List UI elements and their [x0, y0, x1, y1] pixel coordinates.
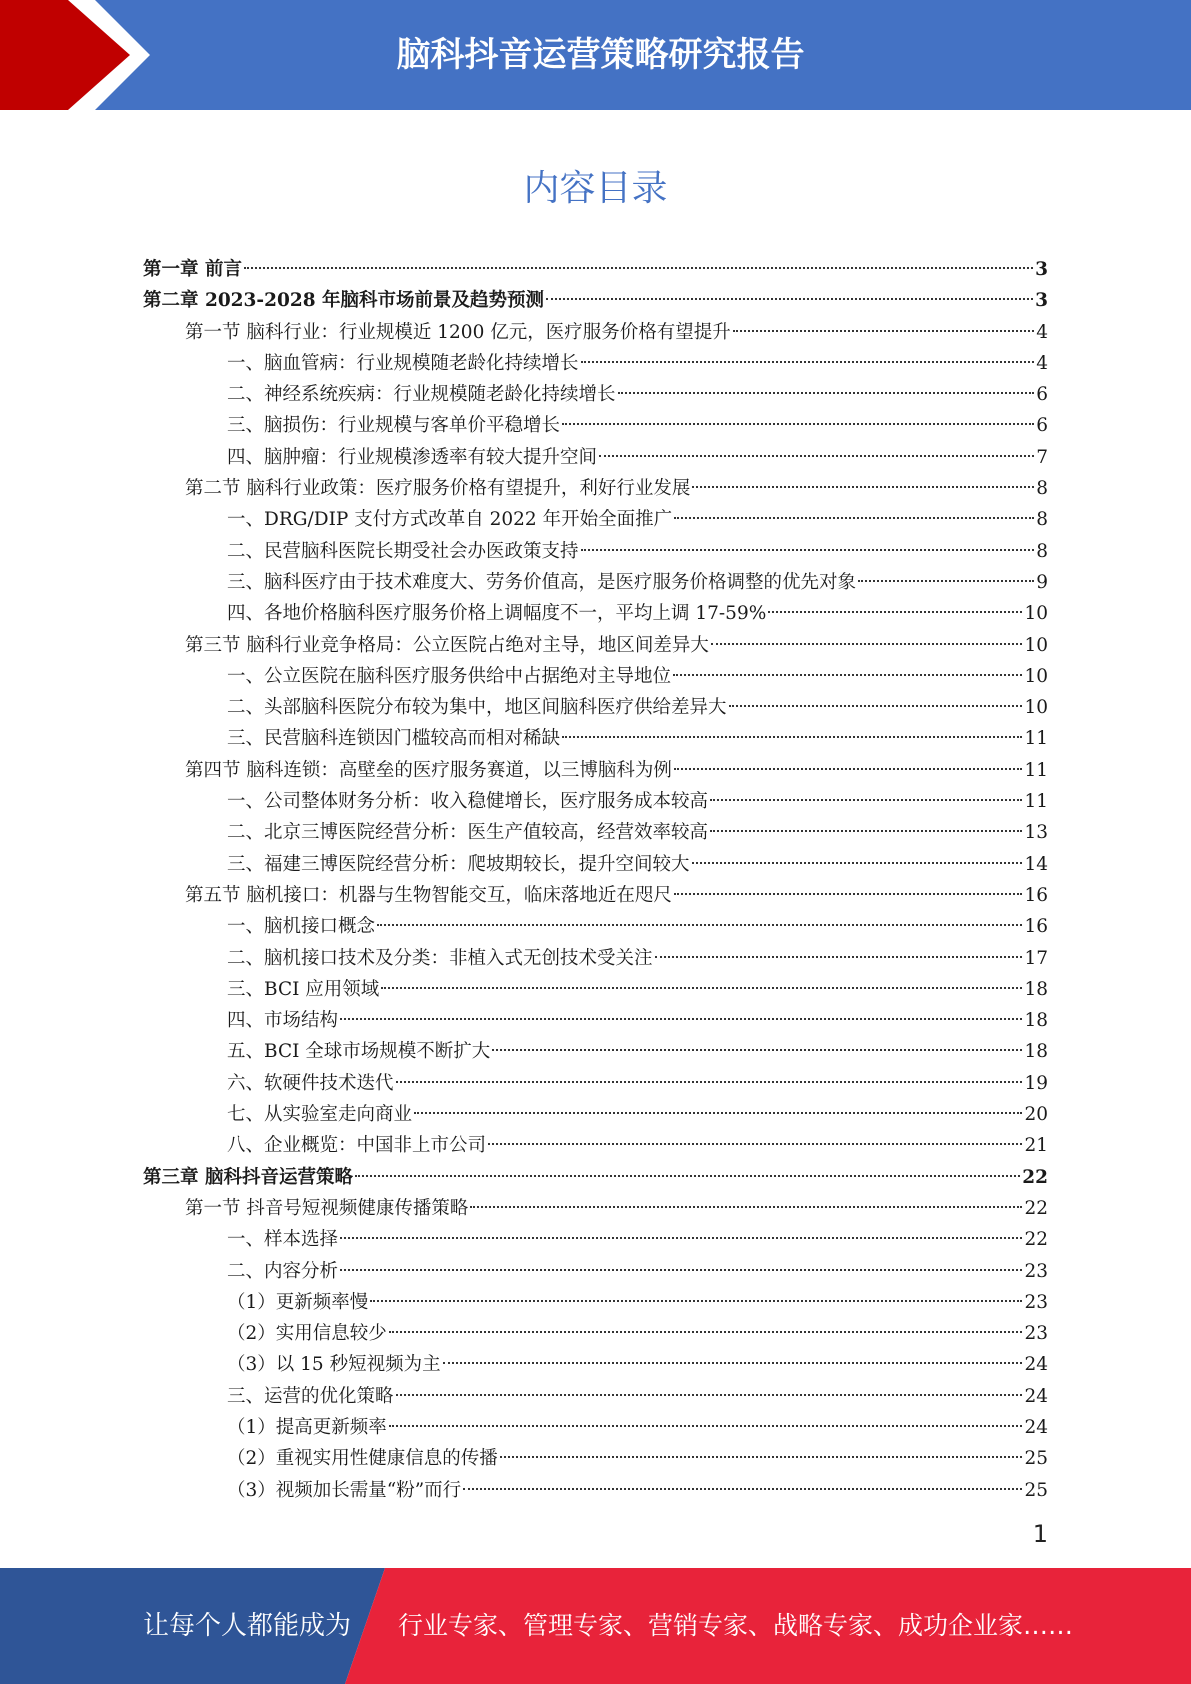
- toc-entry-page: 11: [1024, 728, 1048, 750]
- toc-entry[interactable]: [143, 817, 1048, 848]
- toc-entry-title: 一、脑血管病：行业规模随老龄化持续增长: [227, 352, 579, 374]
- toc-entry-page: 18: [1024, 1010, 1048, 1032]
- toc-entry-title: 三、福建三博医院经营分析：爬坡期较长，提升空间较大: [227, 853, 690, 875]
- toc-entry-page: 14: [1024, 853, 1048, 875]
- toc-dot-leader: [711, 643, 1023, 645]
- header-banner: [0, 0, 1191, 110]
- toc-heading: 内容目录: [523, 168, 668, 209]
- toc-entry[interactable]: [143, 598, 1048, 629]
- toc-entry-title: 三、运营的优化策略: [227, 1385, 394, 1407]
- toc-dot-leader: [674, 768, 1023, 770]
- toc-entry[interactable]: [143, 849, 1048, 880]
- toc-entry-page: 25: [1024, 1479, 1048, 1501]
- toc-entry-title: 八、企业概览：中国非上市公司: [227, 1135, 487, 1157]
- toc-dot-leader: [674, 517, 1034, 519]
- toc-entry-title: 第一节 抖音号短视频健康传播策略: [185, 1197, 469, 1219]
- toc-entry-page: 9: [1036, 571, 1048, 593]
- toc-dot-leader: [581, 361, 1035, 363]
- toc-entry[interactable]: [143, 1443, 1048, 1474]
- toc-entry-title: 三、脑科医疗由于技术难度大、劳务价值高，是医疗服务价格调整的优先对象: [227, 571, 857, 593]
- toc-entry[interactable]: [143, 254, 1048, 285]
- toc-entry-title: 一、样本选择: [227, 1229, 339, 1251]
- toc-dot-leader: [492, 1049, 1022, 1051]
- toc-entry[interactable]: [143, 536, 1048, 567]
- toc-entry-title: 二、脑机接口技术及分类：非植入式无创技术受关注: [227, 947, 653, 969]
- toc-entry[interactable]: [143, 1256, 1048, 1287]
- toc-entry[interactable]: [143, 1349, 1048, 1380]
- toc-entry-page: 8: [1036, 540, 1048, 562]
- toc-entry[interactable]: [143, 1162, 1048, 1193]
- toc-dot-leader: [858, 580, 1034, 582]
- toc-entry-title: 五、BCI 全球市场规模不断扩大: [227, 1041, 491, 1063]
- toc-entry-page: 16: [1024, 916, 1048, 938]
- toc-entry-page: 22: [1024, 1229, 1048, 1251]
- toc-entry[interactable]: [143, 692, 1048, 723]
- report-title: 脑科抖音运营策略研究报告: [396, 35, 805, 75]
- toc-dot-leader: [710, 830, 1022, 832]
- toc-dot-leader: [244, 267, 1033, 269]
- toc-dot-leader: [340, 1269, 1022, 1271]
- toc-dot-leader: [655, 956, 1023, 958]
- toc-entry[interactable]: [143, 1287, 1048, 1318]
- toc-dot-leader: [500, 1456, 1023, 1458]
- toc-dot-leader: [355, 1175, 1020, 1177]
- toc-entry-title: （1）提高更新频率: [227, 1416, 387, 1438]
- toc-dot-leader: [396, 1394, 1023, 1396]
- toc-entry-title: 第三章 脑科抖音运营策略: [143, 1166, 353, 1188]
- toc-entry-title: 第四节 脑科连锁：高壁垒的医疗服务赛道，以三博脑科为例: [185, 759, 672, 781]
- toc-entry-page: 11: [1024, 759, 1048, 781]
- toc-dot-leader: [618, 392, 1035, 394]
- toc-entry-title: 第一章 前言: [143, 259, 242, 280]
- toc-dot-leader: [389, 1331, 1023, 1333]
- toc-entry-page: 10: [1024, 603, 1048, 625]
- toc-entry[interactable]: [143, 379, 1048, 410]
- toc-dot-leader: [340, 1018, 1022, 1020]
- toc-entry[interactable]: [143, 567, 1048, 598]
- toc-entry-title: （2）重视实用性健康信息的传播: [227, 1448, 498, 1470]
- toc-entry-page: 6: [1036, 384, 1048, 406]
- toc-entry-page: 11: [1024, 791, 1048, 813]
- toc-dot-leader: [562, 736, 1022, 738]
- toc-entry[interactable]: [143, 723, 1048, 754]
- toc-entry-page: 10: [1024, 634, 1048, 656]
- toc-entry-page: 10: [1024, 665, 1048, 687]
- toc-dot-leader: [692, 862, 1023, 864]
- toc-entry-page: 22: [1022, 1166, 1048, 1188]
- toc-dot-leader: [733, 330, 1034, 332]
- toc-entry-page: 23: [1024, 1291, 1048, 1313]
- toc-entry-title: 四、市场结构: [227, 1010, 339, 1032]
- toc-entry-page: 19: [1024, 1072, 1048, 1094]
- toc-entry-page: 8: [1036, 509, 1048, 531]
- toc-entry[interactable]: [143, 442, 1048, 473]
- toc-entry-title: 四、各地价格脑科医疗服务价格上调幅度不一，平均上调 17-59%: [227, 603, 767, 625]
- footer-slogan-right: 行业专家、管理专家、营销专家、战略专家、成功企业家……: [398, 1611, 1074, 1640]
- toc-entry[interactable]: [143, 1193, 1048, 1224]
- toc-entry-page: 8: [1036, 478, 1048, 500]
- toc-dot-leader: [463, 1488, 1022, 1490]
- toc-dot-leader: [581, 549, 1035, 551]
- toc-entry-page: 13: [1024, 822, 1048, 844]
- table-of-contents: [143, 254, 1048, 1506]
- toc-dot-leader: [710, 799, 1022, 801]
- toc-entry-page: 16: [1024, 884, 1048, 906]
- toc-entry-page: 3: [1035, 290, 1048, 312]
- toc-dot-leader: [340, 1237, 1022, 1239]
- toc-entry-page: 10: [1024, 697, 1048, 719]
- toc-entry-page: 18: [1024, 978, 1048, 1000]
- toc-entry[interactable]: [143, 1412, 1048, 1443]
- toc-entry-title: 第三节 脑科行业竞争格局：公立医院占绝对主导，地区间差异大: [185, 634, 709, 656]
- toc-entry[interactable]: [143, 1224, 1048, 1255]
- toc-entry[interactable]: [143, 1036, 1048, 1067]
- toc-entry[interactable]: [143, 786, 1048, 817]
- toc-dot-leader: [389, 1425, 1023, 1427]
- toc-entry-page: 22: [1024, 1197, 1048, 1219]
- toc-dot-leader: [562, 423, 1034, 425]
- toc-entry-title: 三、BCI 应用领域: [227, 978, 380, 1000]
- footer-banner: [0, 1568, 1191, 1684]
- toc-entry-page: 20: [1024, 1104, 1048, 1126]
- toc-entry-title: 一、公司整体财务分析：收入稳健增长，医疗服务成本较高: [227, 791, 709, 813]
- toc-dot-leader: [488, 1143, 1022, 1145]
- footer-slogan-left: 让每个人都能成为: [143, 1611, 352, 1641]
- toc-entry-page: 18: [1024, 1041, 1048, 1063]
- toc-dot-leader: [470, 1206, 1022, 1208]
- toc-entry-title: 四、脑肿瘤：行业规模渗透率有较大提升空间: [227, 446, 598, 468]
- toc-entry-title: 七、从实验室走向商业: [227, 1104, 413, 1126]
- toc-dot-leader: [381, 987, 1022, 989]
- toc-entry-title: 三、民营脑科连锁因门槛较高而相对稀缺: [227, 728, 561, 750]
- toc-entry-title: 第五节 脑机接口：机器与生物智能交互，临床落地近在咫尺: [185, 884, 672, 906]
- toc-entry-title: 一、公立医院在脑科医疗服务供给中占据绝对主导地位: [227, 665, 672, 687]
- toc-entry-page: 17: [1024, 947, 1048, 969]
- toc-dot-leader: [673, 674, 1022, 676]
- toc-entry-title: （1）更新频率慢: [227, 1291, 369, 1313]
- toc-entry[interactable]: [143, 1005, 1048, 1036]
- toc-entry[interactable]: [143, 755, 1048, 786]
- toc-entry[interactable]: [143, 880, 1048, 911]
- toc-entry-title: 二、北京三博医院经营分析：医生产值较高，经营效率较高: [227, 822, 709, 844]
- toc-dot-leader: [599, 455, 1034, 457]
- toc-entry[interactable]: [143, 1099, 1048, 1130]
- toc-entry[interactable]: [143, 943, 1048, 974]
- toc-entry-page: 4: [1036, 321, 1048, 343]
- toc-entry[interactable]: [143, 285, 1048, 316]
- toc-entry[interactable]: [143, 630, 1048, 661]
- toc-entry-page: 6: [1036, 415, 1048, 437]
- toc-dot-leader: [546, 298, 1033, 300]
- toc-dot-leader: [377, 924, 1022, 926]
- toc-entry[interactable]: [143, 317, 1048, 348]
- toc-dot-leader: [370, 1300, 1022, 1302]
- toc-entry[interactable]: [143, 348, 1048, 379]
- toc-entry-title: 一、脑机接口概念: [227, 916, 376, 938]
- toc-entry[interactable]: [143, 1318, 1048, 1349]
- toc-entry[interactable]: [143, 1381, 1048, 1412]
- toc-dot-leader: [443, 1362, 1023, 1364]
- toc-entry-title: 第一节 脑科行业：行业规模近 1200 亿元，医疗服务价格有望提升: [185, 321, 731, 343]
- page-number: 1: [1032, 1520, 1048, 1548]
- toc-entry-page: 23: [1024, 1260, 1048, 1282]
- toc-entry[interactable]: [143, 911, 1048, 942]
- toc-entry-title: 一、DRG/DIP 支付方式改革自 2022 年开始全面推广: [227, 509, 673, 531]
- toc-dot-leader: [768, 611, 1022, 613]
- toc-entry-page: 24: [1024, 1416, 1048, 1438]
- toc-entry-title: 二、头部脑科医院分布较为集中，地区间脑科医疗供给差异大: [227, 697, 727, 719]
- toc-dot-leader: [729, 705, 1023, 707]
- toc-entry-page: 7: [1036, 446, 1048, 468]
- toc-dot-leader: [396, 1081, 1023, 1083]
- toc-entry-title: 二、神经系统疾病：行业规模随老龄化持续增长: [227, 384, 616, 406]
- toc-entry-title: （3）视频加长需量“粉”而行: [227, 1479, 462, 1501]
- toc-entry-title: 三、脑损伤：行业规模与客单价平稳增长: [227, 415, 561, 437]
- toc-entry[interactable]: [143, 504, 1048, 535]
- toc-entry-title: 六、软硬件技术迭代: [227, 1072, 394, 1094]
- toc-entry-page: 3: [1035, 259, 1048, 280]
- toc-entry-page: 23: [1024, 1323, 1048, 1345]
- toc-entry-title: （3）以 15 秒短视频为主: [227, 1354, 441, 1376]
- toc-entry-page: 4: [1036, 352, 1048, 374]
- toc-entry-title: （2）实用信息较少: [227, 1323, 387, 1345]
- toc-entry-title: 第二节 脑科行业政策：医疗服务价格有望提升，利好行业发展: [185, 478, 691, 500]
- toc-entry-page: 21: [1024, 1135, 1048, 1157]
- toc-entry[interactable]: [143, 1068, 1048, 1099]
- toc-dot-leader: [414, 1112, 1022, 1114]
- toc-entry-title: 第二章 2023-2028 年脑科市场前景及趋势预测: [143, 290, 545, 312]
- toc-entry[interactable]: [143, 661, 1048, 692]
- toc-entry[interactable]: [143, 1475, 1048, 1506]
- toc-entry[interactable]: [143, 473, 1048, 504]
- toc-entry-page: 24: [1024, 1385, 1048, 1407]
- toc-entry-title: 二、内容分析: [227, 1260, 339, 1282]
- toc-entry[interactable]: [143, 974, 1048, 1005]
- toc-entry[interactable]: [143, 410, 1048, 441]
- toc-entry-page: 24: [1024, 1354, 1048, 1376]
- toc-entry[interactable]: [143, 1130, 1048, 1161]
- toc-entry-title: 二、民营脑科医院长期受社会办医政策支持: [227, 540, 579, 562]
- toc-entry-page: 25: [1024, 1448, 1048, 1470]
- toc-dot-leader: [674, 893, 1023, 895]
- toc-dot-leader: [692, 486, 1034, 488]
